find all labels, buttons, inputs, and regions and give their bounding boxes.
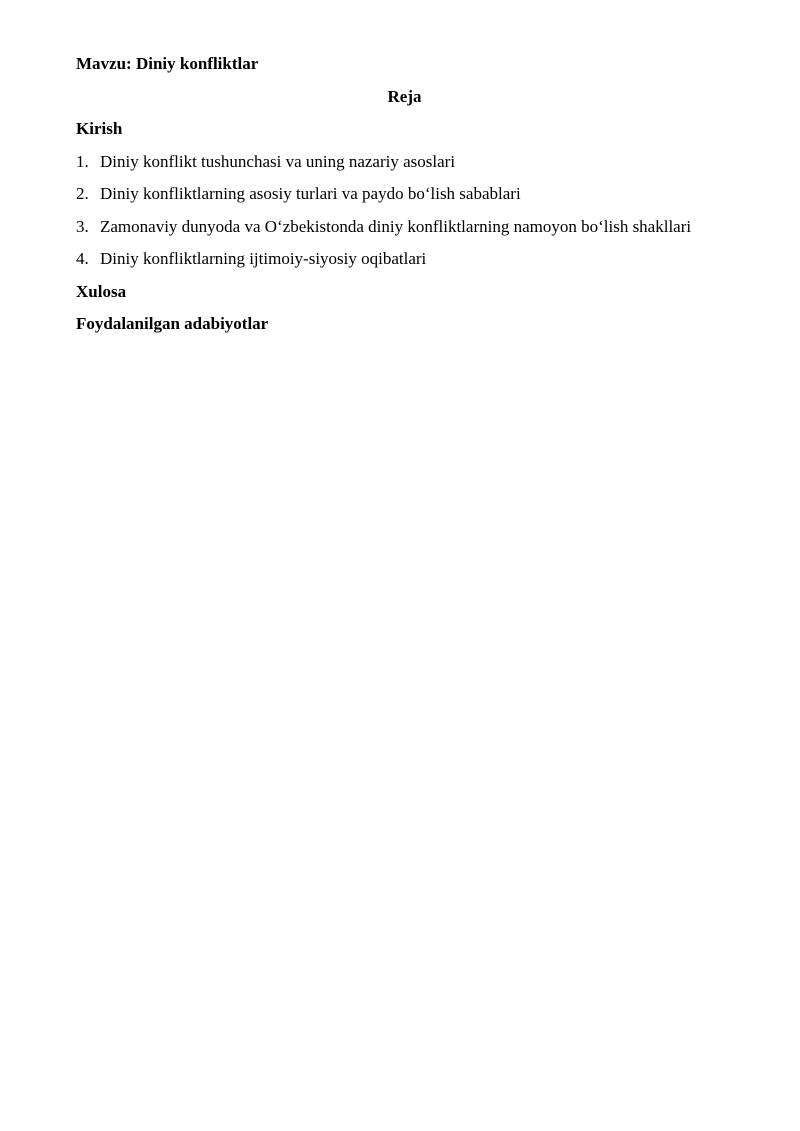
- references-heading: Foydalanilgan adabiyotlar: [76, 314, 269, 333]
- plan-item-2: [76, 178, 733, 211]
- plan-item-1: [76, 146, 733, 179]
- plan-item-text: Zamonaviy dunyoda va O‘zbekistonda diniy konfliktlarning namoyon bo‘lish shakllari: [100, 216, 692, 236]
- plan-item-text: Diniy konfliktlarning asosiy turlari va paydo bo‘lish sabablari: [100, 184, 521, 203]
- plan-item-number: 3.: [76, 216, 89, 236]
- topic-title: Mavzu: Diniy konfliktlar: [76, 54, 259, 73]
- plan-item-number: 1.: [76, 151, 89, 171]
- plan-item-4: [76, 243, 733, 276]
- plan-item-number: 4.: [76, 249, 89, 268]
- plan-heading: Reja: [387, 86, 422, 106]
- conclusion-heading: Xulosa: [76, 281, 127, 301]
- plan-item-3: [76, 211, 733, 244]
- plan-item-text: Diniy konfliktlarning ijtimoiy-siyosiy oqibatlari: [100, 249, 427, 268]
- intro-heading: Kirish: [76, 119, 123, 138]
- plan-item-number: 2.: [76, 184, 89, 203]
- document-page: [76, 48, 733, 341]
- plan-item-text: Diniy konflikt tushunchasi va uning nazariy asoslari: [100, 151, 456, 171]
